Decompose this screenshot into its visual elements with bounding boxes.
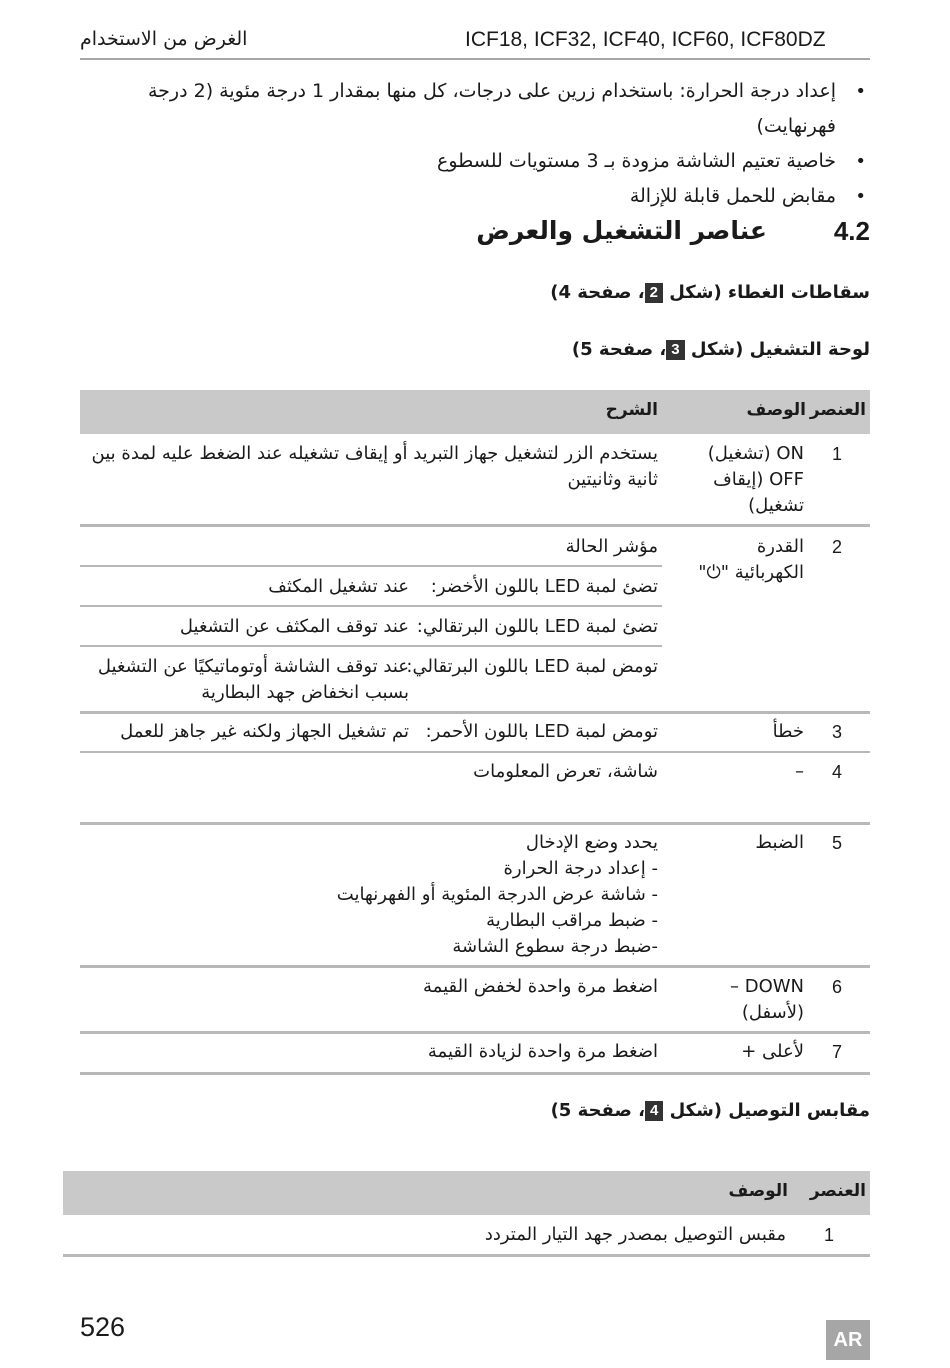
row-description: DOWN – (لأسفل): [729, 976, 804, 1023]
control-panel-page: ، صفحة 5): [571, 339, 667, 360]
control-panel-heading: [572, 339, 870, 360]
list-item: يحدد وضع الإدخال: [525, 832, 658, 853]
sockets-page: ، صفحة 5): [550, 1100, 645, 1121]
row-explanation: اضغط مرة واحدة لزيادة القيمة: [427, 1041, 658, 1062]
column-header-element: العنصر: [809, 400, 866, 420]
table-bottom-border: [63, 1254, 870, 1257]
led-meaning: عند تشغيل المكثف: [268, 576, 409, 597]
row-number: 5: [832, 833, 843, 853]
column-header-element: العنصر: [809, 1181, 866, 1201]
language-badge: AR: [826, 1320, 870, 1360]
row-explanation: يستخدم الزر لتشغيل جهاز التبريد أو إيقاف تشغيله عند الضغط عليه لمدة بين ثانية وثانيتين: [91, 443, 658, 490]
led-meaning: تم تشغيل الجهاز ولكنه غير جاهز للعمل: [120, 721, 409, 742]
led-state: تضئ لمبة LED باللون البرتقالي:: [416, 616, 658, 637]
row-description: القدرة الكهربائية "⏻": [698, 536, 804, 583]
row-explanation: شاشة، تعرض المعلومات: [473, 761, 658, 782]
row-divider: [80, 524, 870, 527]
row-number: 1: [832, 444, 843, 464]
row-divider: [80, 751, 870, 753]
cover-latches-text: سقاطات الغطاء (شكل: [669, 282, 870, 303]
row-divider: [80, 711, 870, 714]
row-divider: [80, 1031, 870, 1034]
row-number: 7: [832, 1042, 843, 1062]
sub-row-divider: [80, 565, 662, 567]
led-state: تضئ لمبة LED باللون الأخضر:: [430, 576, 658, 597]
led-meaning: عند توقف الشاشة أوتوماتيكيًا عن التشغيل بسبب انخفاض جهد البطارية: [97, 656, 409, 703]
row-description: الضبط: [755, 832, 804, 853]
header-model-list: ICF18, ICF32, ICF40, ICF60, ICF80DZ: [465, 28, 826, 51]
column-header-explanation: الشرح: [605, 400, 658, 420]
list-item: - شاشة عرض الدرجة المئوية أو الفهرنهايت: [336, 884, 658, 905]
row-description: ON (تشغيل) OFF (إيقاف تشغيل): [707, 443, 804, 516]
figure-ref-badge: 2: [645, 283, 663, 303]
list-item: -ضبط درجة سطوع الشاشة: [452, 936, 658, 957]
row-explanation: مؤشر الحالة: [565, 536, 658, 557]
sub-row-divider: [80, 605, 662, 607]
row-description: خطأ: [772, 721, 804, 742]
led-state: تومض لمبة LED باللون الأحمر:: [425, 721, 658, 742]
sockets-heading: [551, 1100, 870, 1121]
column-header-description: الوصف: [728, 1181, 788, 1201]
row-number: 3: [832, 722, 843, 742]
list-item: • خاصية تعتيم الشاشة مزودة بـ 3 مستويات للسطوع: [70, 144, 870, 179]
led-meaning: عند توقف المكثف عن التشغيل: [179, 616, 409, 637]
sub-row-divider: [80, 645, 662, 647]
row-description: لأعلى +: [741, 1041, 804, 1062]
header-section-title: الغرض من الاستخدام: [80, 28, 248, 50]
section-title: عناصر التشغيل والعرض: [476, 216, 767, 245]
led-state: تومض لمبة LED باللون البرتقالي:: [406, 656, 658, 677]
page-number: 526: [80, 1312, 126, 1342]
list-item: • مقابض للحمل قابلة للإزالة: [70, 179, 870, 214]
table-bottom-border: [80, 1072, 870, 1075]
row-number: 4: [832, 762, 843, 782]
row-divider: [80, 965, 870, 968]
row-description: مقبس التوصيل بمصدر جهد التيار المتردد: [484, 1224, 786, 1245]
sockets-text: مقابس التوصيل (شكل: [669, 1100, 870, 1121]
figure-ref-badge: 4: [645, 1101, 663, 1121]
cover-latches-heading: [550, 282, 870, 303]
section-number: 4.2: [833, 216, 870, 246]
row-explanation-list: [158, 830, 658, 960]
feature-list: [70, 74, 870, 214]
row-number: 2: [832, 537, 843, 557]
control-panel-text: لوحة التشغيل (شكل: [690, 339, 870, 360]
row-divider: [80, 822, 870, 825]
row-number: 6: [832, 977, 843, 997]
list-item: • إعداد درجة الحرارة: باستخدام زرين على درجات، كل منها بمقدار 1 درجة مئوية (2 درجة فهرنهايت): [70, 74, 870, 144]
cover-latches-page: ، صفحة 4): [550, 282, 645, 303]
row-description: –: [795, 761, 804, 782]
row-explanation: اضغط مرة واحدة لخفض القيمة: [423, 976, 658, 997]
list-item: - ضبط مراقب البطارية: [486, 910, 658, 931]
header-divider: [80, 58, 870, 60]
column-header-description: الوصف: [746, 400, 806, 420]
list-item: - إعداد درجة الحرارة: [503, 858, 658, 879]
row-number: 1: [824, 1225, 835, 1245]
figure-ref-badge: 3: [666, 340, 684, 360]
